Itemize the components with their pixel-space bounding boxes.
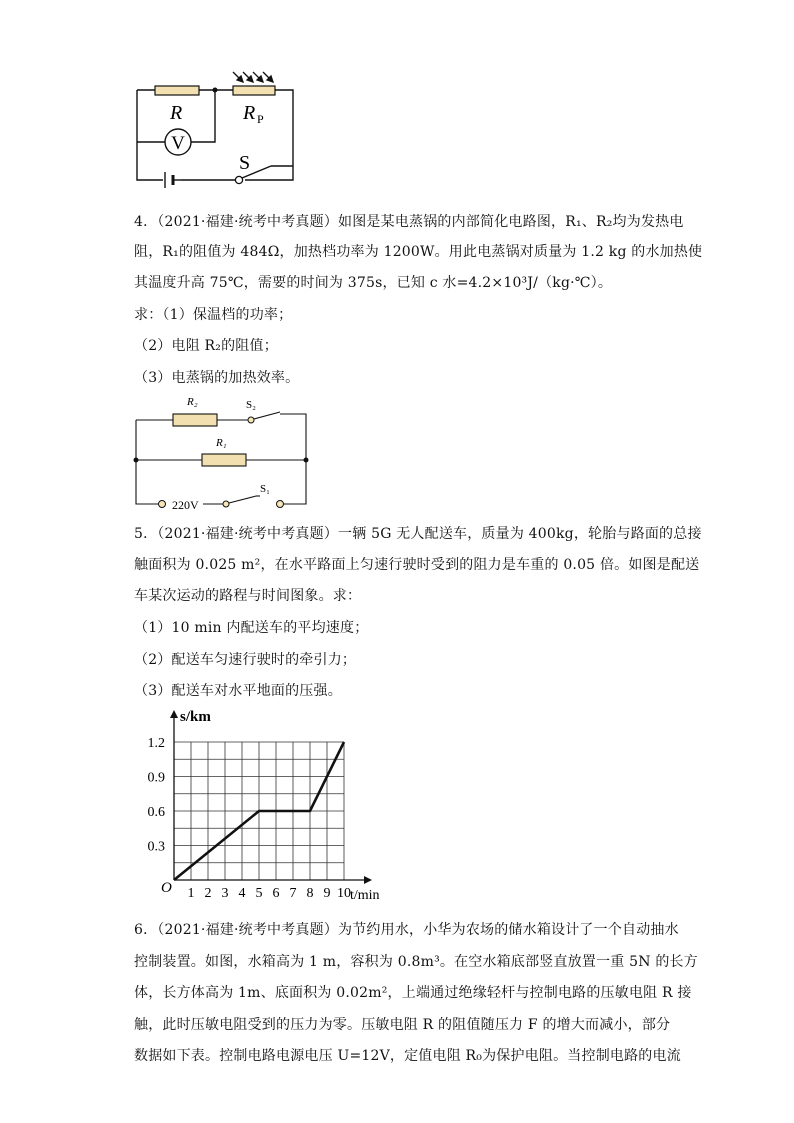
q4-sub-3: （3）电蒸锅的加热效率。 [134, 370, 300, 386]
y-tick-label: 0.9 [147, 770, 165, 786]
switch-s-label: S [239, 152, 251, 174]
light-arrows-icon [233, 72, 273, 82]
q5-line-2: 触面积为 0.025 m²，在水平路面上匀速行驶时受到的阻力是车重的 0.05 倍。如图是配送 [134, 557, 700, 573]
supply-voltage-label: 220V [172, 498, 199, 512]
x-tick-label: 8 [306, 886, 314, 901]
switch-s-icon [235, 176, 242, 183]
y-tick-label: 0.6 [147, 805, 165, 820]
s1-label: S₁ [260, 483, 270, 495]
photoresistor-rp [233, 86, 275, 95]
x-tick-label: 6 [272, 886, 280, 901]
x-tick-label: 3 [221, 886, 229, 901]
x-tick-label: 2 [204, 886, 212, 901]
resistor-r [155, 86, 199, 95]
q6-line-3: 体，长方体高为 1m、底面积为 0.02m²，上端通过绝缘轻杆与控制电路的压敏电阻 R 接 [134, 985, 692, 1001]
x-tick-label: 1 [187, 886, 195, 901]
distance-time-chart [128, 704, 388, 908]
q4-sub-2: （2）电阻 R₂的阻值； [134, 338, 278, 354]
q5-sub-3: （3）配送车对水平地面的压强。 [134, 683, 342, 699]
y-axis-arrow-icon [170, 710, 178, 718]
resistor-r2 [173, 414, 217, 426]
q4-ask: 求：（1）保温档的功率； [134, 307, 293, 323]
q4-line-1: 4．（2021·福建·统考中考真题）如图是某电蒸锅的内部简化电路图，R₁、R₂均为发热电 [134, 214, 684, 230]
q6-line-2: 控制装置。如图，水箱高为 1 m，容积为 0.8m³。在空水箱底部竖直放置一重 5N 的长方 [134, 954, 698, 970]
q5-sub-2: （2）配送车匀速行驶时的牵引力； [134, 652, 357, 668]
circuit-diagram-2 [128, 392, 316, 516]
switch-s2-icon [248, 417, 254, 423]
voltmeter-label: V [171, 133, 185, 154]
q4-line-3: 其温度升高 75℃，需要的时间为 375s，已知 c 水=4.2×10³J/（kg·℃）。 [134, 275, 613, 291]
q4-line-2: 阻，R₁的阻值为 484Ω，加热档功率为 1200W。用此电蒸锅对质量为 1.2 kg 的水加热使 [134, 244, 703, 260]
y-tick-label: 1.2 [147, 736, 165, 751]
x-tick-label: 5 [255, 886, 263, 901]
r2-label: R₂ [187, 396, 198, 408]
chart-labels [180, 709, 380, 903]
resistor-r-label: R [170, 102, 183, 124]
resistor-r1 [202, 454, 246, 466]
x-tick-label: 10 [337, 886, 351, 901]
q5-line-3: 车某次运动的路程与时间图象。求： [134, 588, 362, 604]
switch-s1-icon [223, 501, 229, 507]
x-tick-label: 7 [289, 886, 297, 901]
q6-line-4: 触，此时压敏电阻受到的压力为零。压敏电阻 R 的阻值随压力 F 的增大而减小，部分 [134, 1017, 671, 1033]
q5-line-1: 5．（2021·福建·统考中考真题）一辆 5G 无人配送车，质量为 400kg，轮胎与路面的总接 [134, 526, 702, 542]
rp-sub: P [257, 112, 264, 126]
q5-sub-1: （1）10 min 内配送车的平均速度； [134, 620, 369, 636]
x-tick-label: 9 [323, 886, 331, 901]
x-tick-label: 4 [238, 886, 246, 901]
y-tick-label: 0.3 [147, 839, 165, 855]
r1-label: R₁ [216, 437, 227, 449]
x-axis-arrow-icon [364, 876, 372, 884]
terminal-right-icon [277, 501, 284, 508]
terminal-left-icon [159, 501, 166, 508]
battery-icon [165, 172, 173, 188]
circuit-diagram-1 [125, 62, 305, 192]
s2-label: S₂ [246, 399, 256, 411]
rp-label: R [243, 102, 256, 124]
origin-label: O [161, 880, 172, 896]
q6-line-5: 数据如下表。控制电路电源电压 U=12V，定值电阻 R₀为保护电阻。当控制电路的电流 [134, 1048, 681, 1064]
x-axis-label: t/min [350, 888, 380, 903]
y-axis-label: s/km [180, 709, 211, 725]
q6-line-1: 6．（2021·福建·统考中考真题）为节约用水，小华为农场的储水箱设计了一个自动抽水 [134, 922, 679, 938]
